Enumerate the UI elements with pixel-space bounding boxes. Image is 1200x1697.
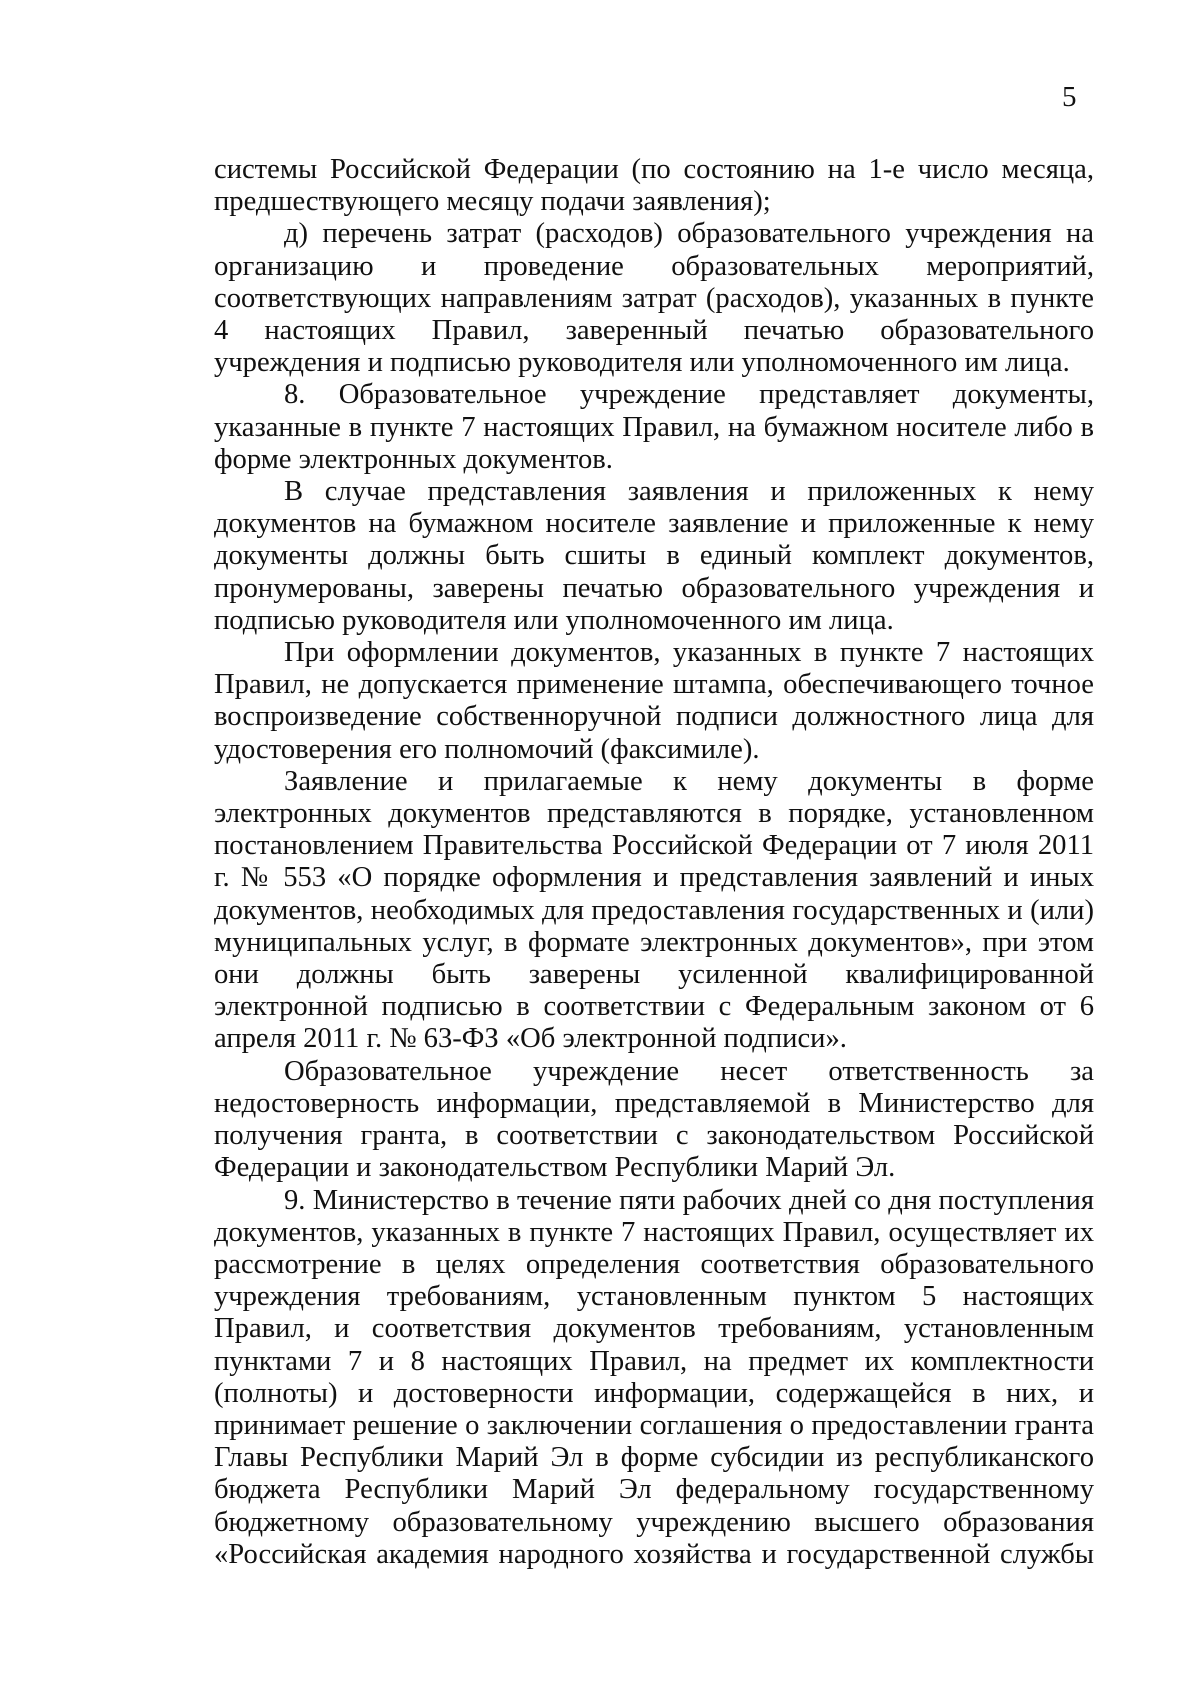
paragraph-continuation: системы Российской Федерации (по состоянию на 1-е число месяца, предшествующего месяцу подачи заявления); xyxy=(214,154,1094,218)
paragraph-item-8: 8. Образовательное учреждение представляет документы, указанные в пункте 7 настоящих Правил, на бумажном носителе либо в форме электронных документов. xyxy=(214,379,1094,475)
paragraph-facsimile: При оформлении документов, указанных в пункте 7 настоящих Правил, не допускается применение штампа, обеспечивающего точное воспроизведение собственноручной подписи должностного лица для удостоверения его полномочий (факсимиле). xyxy=(214,637,1094,765)
document-body xyxy=(214,154,1094,1571)
paragraph-item-d: д) перечень затрат (расходов) образовательного учреждения на организацию и проведение образовательных мероприятий, соответствующих направлениям затрат (расходов), указанных в пункте 4 настоящих Правил, заверенный печатью образовательного учреждения и подписью руководителя или уполномоченного им лица. xyxy=(214,218,1094,379)
paragraph-paper-submission: В случае представления заявления и приложенных к нему документов на бумажном носителе заявление и приложенные к нему документы должны быть сшиты в единый комплект документов, пронумерованы, заверены печатью образовательного учреждения и подписью руководителя или уполномоченного им лица. xyxy=(214,476,1094,636)
paragraph-item-9: 9. Министерство в течение пяти рабочих дней со дня поступления документов, указанных в пункте 7 настоящих Правил, осуществляет их рассмотрение в целях определения соответствия образовательного учреждения требованиям, установленным пунктом 5 настоящих Правил, и соответствия документов требованиям, установленным пунктами 7 и 8 настоящих Правил, на предмет их комплектности (полноты) и достоверности информации, содержащейся в них, и принимает решение о заключении соглашения о предоставлении гранта Главы Республики Марий Эл в форме субсидии из республиканского бюджета Республики Марий Эл федеральному государственному бюджетному образовательному учреждению высшего образования «Российская академия народного хозяйства и государственной службы xyxy=(214,1184,1094,1570)
paragraph-electronic-documents: Заявление и прилагаемые к нему документы в форме электронных документов представляются в порядке, установленном постановлением Правительства Российской Федерации от 7 июля 2011 г. № 553 «О порядке оформления и представления заявлений и иных документов, необходимых для предоставления государственных и (или) муниципальных услуг, в формате электронных документов», при этом они должны быть заверены усиленной квалифицированной электронной подписью в соответствии с Федеральным законом от 6 апреля 2011 г. № 63-ФЗ «Об электронной подписи». xyxy=(214,765,1094,1055)
paragraph-responsibility: Образовательное учреждение несет ответственность за недостоверность информации, представляемой в Министерство для получения гранта, в соответствии с законодательством Российской Федерации и законодательством Республики Марий Эл. xyxy=(214,1055,1094,1184)
page-number: 5 xyxy=(1062,81,1077,113)
